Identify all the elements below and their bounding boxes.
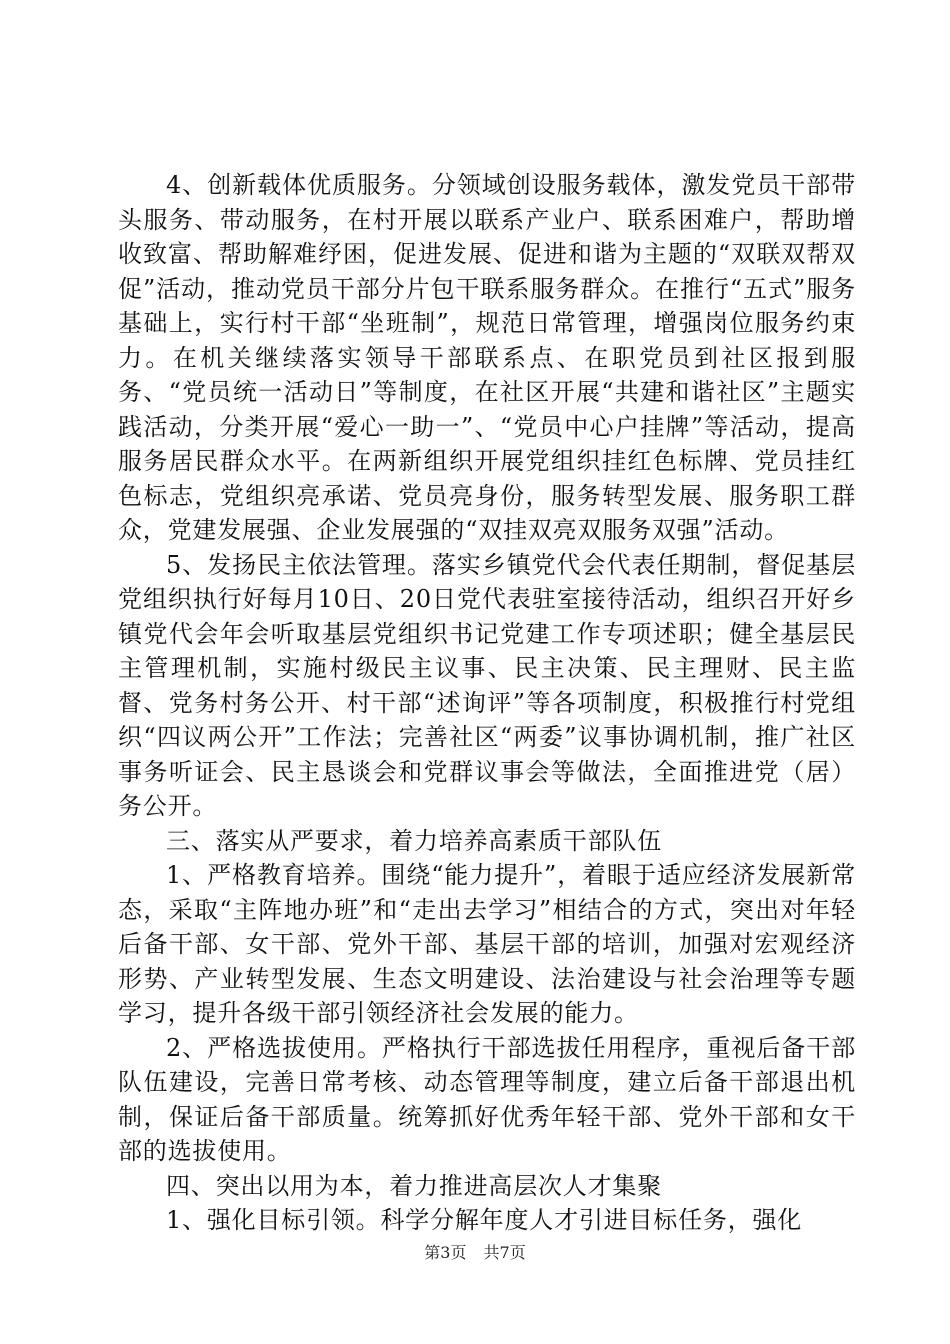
section-heading-four: 四、突出以用为本，着力推进高层次人才集聚 <box>166 1171 662 1200</box>
page-total: 共7页 <box>483 1243 526 1262</box>
paragraph-target-guidance: 1、强化目标引领。科学分解年度人才引进目标任务，强化 <box>166 1206 803 1234</box>
page-footer <box>0 1243 950 1263</box>
document-body <box>118 168 856 1238</box>
paragraph-democratic-management: 5、发扬民主依法管理。落实乡镇党代会代表任期制，督促基层党组织执行好每月10日、20日党代表驻室接待活动，组织召开好乡镇党代会年会听取基层党组织书记党建工作专项述职；健全基层民主管理机制，实施村级民主议事、民主决策、民主理财、民主监督、党务村务公开、村干部“述询评”等各项制度，积极推行村党组织“四议两公开”工作法；完善社区“两委”议事协调机制，推广社区事务听证会、民主恳谈会和党群议事会等做法，全面推进党（居）务公开。 <box>118 550 856 820</box>
page-number: 第3页 <box>424 1243 467 1262</box>
paragraph-innovate-service: 4、创新载体优质服务。分领域创设服务载体，激发党员干部带头服务、带动服务，在村开展以联系产业户、联系困难户，帮助增收致富、帮助解难纾困，促进发展、促进和谐为主题的“双联双帮双促”活动，推动党员干部分片包干联系服务群众。在推行“五式”服务基础上，实行村干部“坐班制”，规范日常管理，增强岗位服务约束力。在机关继续落实领导干部联系点、在职党员到社区报到服务、“党员统一活动日”等制度，在社区开展“共建和谐社区”主题实践活动，分类开展“爱心一助一”、“党员中心户挂牌”等活动，提高服务居民群众水平。在两新组织开展党组织挂红色标牌、党员挂红色标志，党组织亮承诺、党员亮身份，服务转型发展、服务职工群众，党建发展强、企业发展强的“双挂双亮双服务双强”活动。 <box>118 171 856 544</box>
section-heading-three: 三、落实从严要求，着力培养高素质干部队伍 <box>166 826 662 855</box>
paragraph-education-training: 1、严格教育培养。围绕“能力提升”，着眼于适应经济发展新常态，采取“主阵地办班”和“走出去学习”相结合的方式，突出对年轻后备干部、女干部、党外干部、基层干部的培训，加强对宏观经济形势、产业转型发展、生态文明建设、法治建设与社会治理等专题学习，提升各级干部引领经济社会发展的能力。 <box>118 861 856 1027</box>
paragraph-selection-use: 2、严格选拔使用。严格执行干部选拔任用程序，重视后备干部队伍建设，完善日常考核、动态管理等制度，建立后备干部退出机制，保证后备干部质量。统筹抓好优秀年轻干部、党外干部和女干部的选拔使用。 <box>118 1033 856 1165</box>
